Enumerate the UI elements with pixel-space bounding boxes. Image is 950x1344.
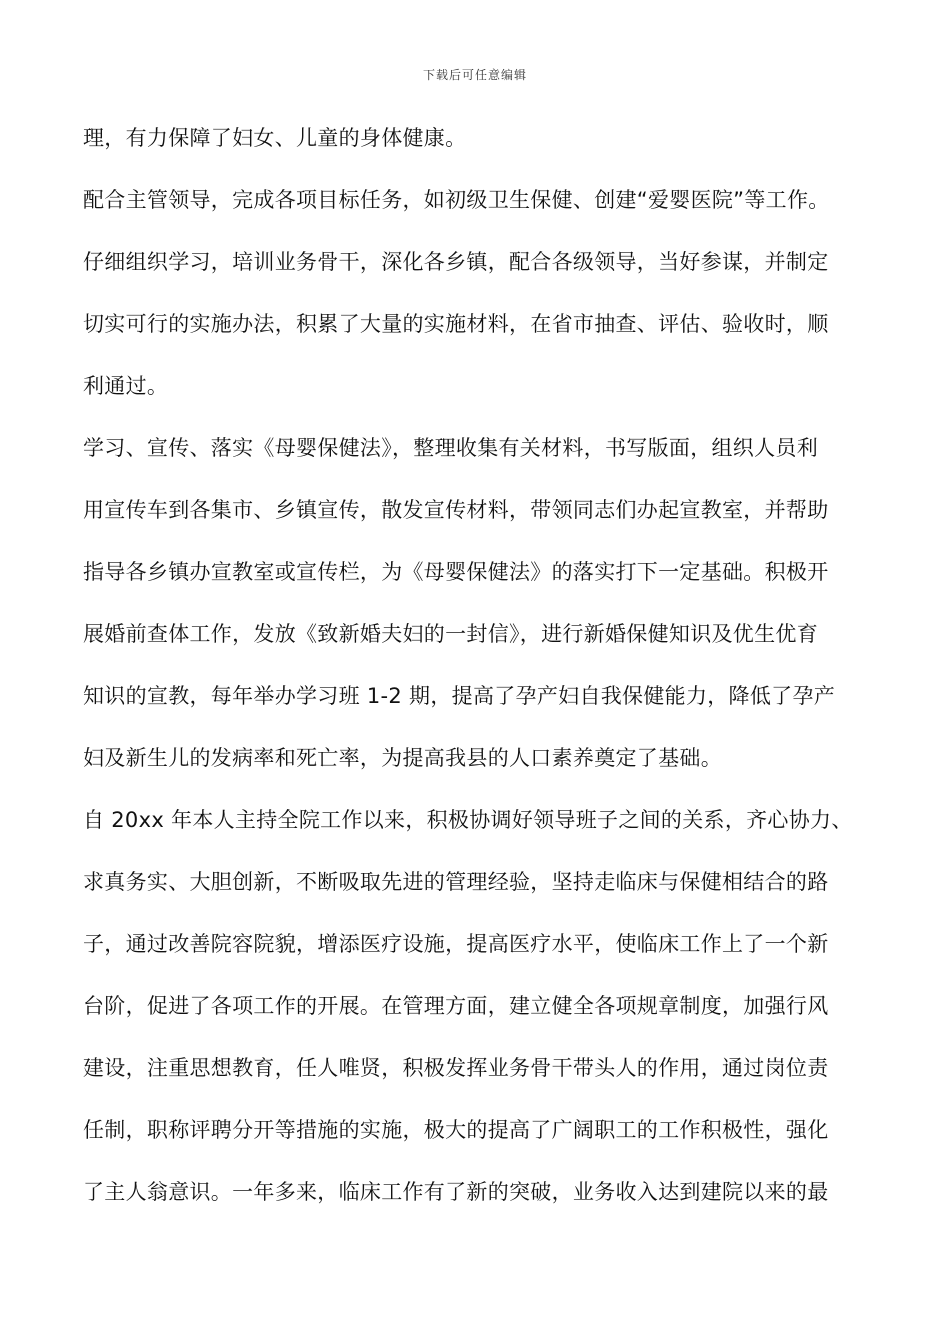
text-line: 建设，注重思想教育，任人唯贤，积极发挥业务骨干带头人的作用，通过岗位责 bbox=[83, 1056, 829, 1080]
text-line: 妇及新生儿的发病率和死亡率，为提高我县的人口素养奠定了基础。 bbox=[83, 746, 722, 770]
text-line: 知识的宣教，每年举办学习班 1-2 期，提高了孕产妇自我保健能力，降低了孕产 bbox=[83, 684, 836, 708]
text-line: 任制，职称评聘分开等措施的实施，极大的提高了广阔职工的工作积极性，强化 bbox=[83, 1118, 829, 1142]
text-line: 配合主管领导，完成各项目标任务，如初级卫生保健、创建“爱婴医院”等工作。 bbox=[83, 188, 830, 212]
document-body bbox=[83, 118, 883, 1234]
text-line: 了主人翁意识。一年多来，临床工作有了新的突破，业务收入达到建院以来的最 bbox=[83, 1180, 829, 1204]
text-line: 用宣传车到各集市、乡镇宣传，散发宣传材料，带领同志们办起宣教室，并帮助 bbox=[83, 498, 829, 522]
text-line: 利通过。 bbox=[83, 374, 169, 398]
text-line: 指导各乡镇办宣教室或宣传栏，为《母婴保健法》的落实打下一定基础。积极开 bbox=[83, 560, 829, 584]
text-line: 切实可行的实施办法，积累了大量的实施材料，在省市抽查、评估、验收时，顺 bbox=[83, 312, 829, 336]
text-line: 自 20xx 年本人主持全院工作以来，积极协调好领导班子之间的关系，齐心协力、 bbox=[83, 808, 853, 832]
text-line: 仔细组织学习，培训业务骨干，深化各乡镇，配合各级领导，当好参谋，并制定 bbox=[83, 250, 829, 274]
text-line: 台阶，促进了各项工作的开展。在管理方面，建立健全各项规章制度，加强行风 bbox=[83, 994, 829, 1018]
text-line: 求真务实、大胆创新，不断吸取先进的管理经验，坚持走临床与保健相结合的路 bbox=[83, 870, 829, 894]
text-line: 理，有力保障了妇女、儿童的身体健康。 bbox=[83, 126, 467, 150]
header-note: 下载后可任意编辑 bbox=[422, 68, 527, 82]
text-line: 学习、宣传、落实《母婴保健法》，整理收集有关材料，书写版面，组织人员利 bbox=[83, 436, 818, 460]
text-line: 子，通过改善院容院貌，增添医疗设施，提高医疗水平，使临床工作上了一个新 bbox=[83, 932, 829, 956]
text-line: 展婚前查体工作，发放《致新婚夫妇的一封信》，进行新婚保健知识及优生优育 bbox=[83, 622, 818, 646]
